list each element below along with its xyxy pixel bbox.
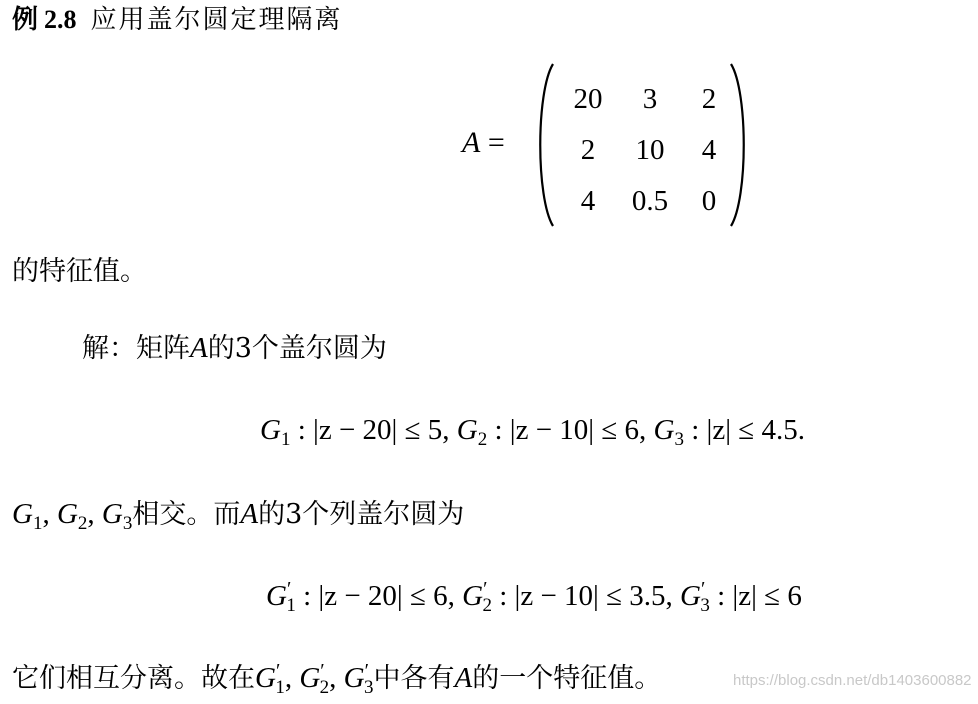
matrix-name: A xyxy=(462,126,481,159)
disc-condition: : |z − 20| ≤ 5, xyxy=(290,414,457,446)
disc-subscript: 2 xyxy=(77,513,88,534)
disc-symbol: G xyxy=(255,662,276,694)
disc-subscript: 2 xyxy=(319,677,330,698)
example-number: 2.8 xyxy=(44,5,77,34)
matrix-cells xyxy=(560,74,736,227)
watermark: https://blog.csdn.net/db1403600882 xyxy=(733,672,972,689)
disc-subscript: 3 xyxy=(363,677,374,698)
disc-condition: : |z| ≤ 4.5. xyxy=(683,414,805,446)
disc-condition: : |z| ≤ 6 xyxy=(709,580,802,612)
matrix-cell: 2 xyxy=(580,134,596,166)
disc-condition: : |z − 20| ≤ 6, xyxy=(295,580,463,612)
disc-symbol: G xyxy=(653,414,675,446)
column-discs-equation xyxy=(266,578,802,616)
matrix-var: A xyxy=(190,332,208,364)
disc-subscript: 3 xyxy=(122,513,133,534)
prime-mark: ′ xyxy=(700,578,706,600)
disc-subscript: 2 xyxy=(482,595,492,616)
disc-symbol: G xyxy=(462,580,484,612)
disc-condition: : |z − 10| ≤ 3.5, xyxy=(491,580,681,612)
disc-symbol: G xyxy=(260,414,281,446)
matrix-var: A xyxy=(454,662,473,694)
matrix-cell: 4 xyxy=(701,134,717,166)
matrix-cell: 10 xyxy=(635,134,665,166)
disc-symbol: G xyxy=(299,662,321,694)
matrix-cell: 0.5 xyxy=(631,185,669,217)
disc-subscript: 1 xyxy=(286,595,296,616)
matrix-left-paren xyxy=(534,62,556,228)
matrix-cell: 20 xyxy=(573,83,603,115)
disc-symbol: G xyxy=(101,498,123,530)
prime-mark: ′ xyxy=(286,578,292,600)
disc-subscript: 3 xyxy=(700,595,710,616)
matrix-cell: 3 xyxy=(642,83,658,115)
disc-subscript: 2 xyxy=(477,429,488,450)
prime-mark: ′ xyxy=(320,660,325,682)
prime-mark: ′ xyxy=(275,660,281,682)
disc-symbol: G xyxy=(56,498,78,530)
disc-subscript: 1 xyxy=(32,513,43,534)
example-label: 例 xyxy=(12,5,39,35)
column-discs-text: 的3个列盖尔圆为 xyxy=(258,499,465,530)
conclusion-mid: 中各有 xyxy=(373,663,455,694)
matrix-row xyxy=(560,176,736,227)
disc-symbol: G xyxy=(680,580,701,612)
disc-condition: : |z − 10| ≤ 6, xyxy=(487,414,654,446)
solution-prefix: 解：矩阵 xyxy=(82,333,190,364)
conclusion-suffix: 的一个特征值。 xyxy=(472,663,662,694)
prime-mark: ′ xyxy=(364,660,369,682)
conclusion-prefix: 它们相互分离。故在 xyxy=(12,663,255,694)
example-heading-text: 应用盖尔圆定理隔离 xyxy=(90,5,343,35)
disc-symbol: G xyxy=(266,580,287,612)
matrix-row xyxy=(560,125,736,176)
disc-symbol: G xyxy=(12,498,33,530)
matrix-label xyxy=(462,126,505,160)
example-title xyxy=(12,3,343,37)
disc-subscript: 3 xyxy=(674,429,684,450)
disc-symbol: G xyxy=(343,662,365,694)
row-discs-equation xyxy=(260,414,805,450)
solution-intro xyxy=(82,330,387,367)
solution-suffix: 的3个盖尔圆为 xyxy=(207,333,387,364)
conclusion: 它们相互分离。故在$G'_1$, $G'_2$, $G'_3$中各有A的一个特征值。 xyxy=(12,660,662,698)
matrix-row xyxy=(560,74,736,125)
intersect-statement: $G_1$, $G_2$, $G_3$相交。而A的3个列盖尔圆为 xyxy=(12,498,465,534)
intersect-text: 相交。而 xyxy=(132,499,241,530)
matrix-cell: 4 xyxy=(580,185,596,217)
disc-subscript: 1 xyxy=(280,429,291,450)
matrix-cell: 2 xyxy=(701,83,717,115)
disc-symbol: G xyxy=(456,414,478,446)
matrix-cell: 0 xyxy=(701,185,717,217)
matrix-equals: = xyxy=(487,126,505,159)
disc-subscript: 1 xyxy=(275,677,285,698)
prime-mark: ′ xyxy=(483,578,488,600)
problem-continuation: 的特征值。 xyxy=(12,256,147,287)
matrix-var: A xyxy=(240,498,259,530)
